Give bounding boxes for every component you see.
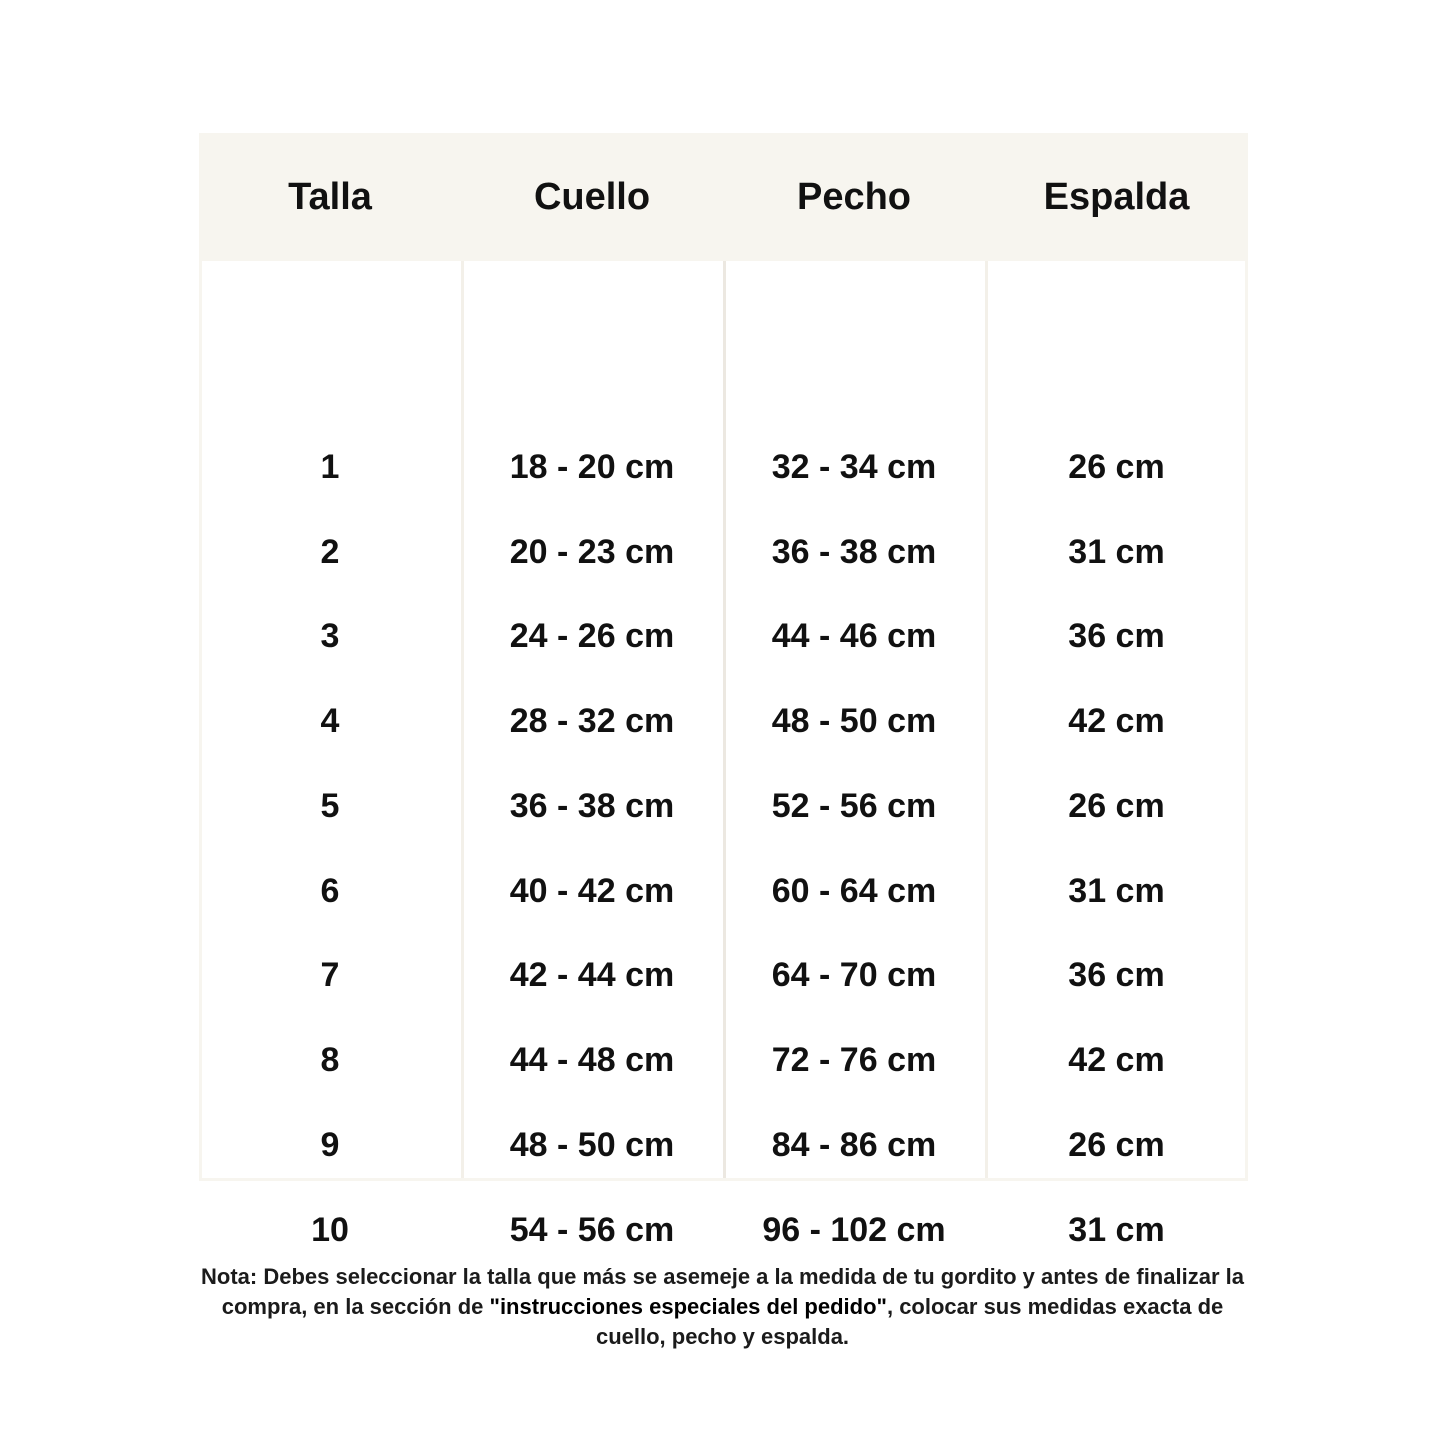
table-row bbox=[199, 510, 1248, 594]
table-row bbox=[199, 764, 1248, 848]
header-talla: Talla bbox=[288, 176, 372, 218]
cell-pecho: 52 - 56 cm bbox=[771, 787, 937, 825]
cell-espalda: 26 cm bbox=[1068, 448, 1165, 486]
cell-espalda: 36 cm bbox=[1068, 956, 1165, 994]
header-cuello: Cuello bbox=[533, 176, 651, 218]
cell-cuello: 24 - 26 cm bbox=[509, 617, 675, 655]
cell-cuello: 48 - 50 cm bbox=[509, 1126, 675, 1164]
cell-talla: 6 bbox=[320, 872, 340, 910]
size-table bbox=[199, 133, 1248, 1249]
cell-talla: 3 bbox=[320, 617, 340, 655]
cell-espalda: 26 cm bbox=[1068, 787, 1165, 825]
header-espalda: Espalda bbox=[1043, 176, 1190, 218]
cell-pecho: 44 - 46 cm bbox=[771, 617, 937, 655]
table-row bbox=[199, 1103, 1248, 1187]
cell-pecho: 96 - 102 cm bbox=[762, 1211, 946, 1249]
table-row bbox=[199, 1188, 1248, 1272]
header-pecho: Pecho bbox=[796, 176, 912, 218]
cell-espalda: 26 cm bbox=[1068, 1126, 1165, 1164]
cell-espalda: 31 cm bbox=[1068, 533, 1165, 571]
cell-espalda: 31 cm bbox=[1068, 1211, 1165, 1249]
note-suffix: , colocar sus medidas exacta de cuello, pecho y espalda. bbox=[595, 1294, 1224, 1349]
table-header bbox=[199, 133, 1248, 261]
table-row bbox=[199, 933, 1248, 1017]
cell-talla: 1 bbox=[320, 448, 340, 486]
cell-pecho: 72 - 76 cm bbox=[771, 1041, 937, 1079]
table-row bbox=[199, 425, 1248, 509]
cell-cuello: 40 - 42 cm bbox=[509, 872, 675, 910]
table-body bbox=[199, 261, 1248, 1249]
table-row bbox=[199, 679, 1248, 763]
cell-cuello: 28 - 32 cm bbox=[509, 702, 675, 740]
cell-cuello: 44 - 48 cm bbox=[509, 1041, 675, 1079]
cell-cuello: 20 - 23 cm bbox=[509, 533, 675, 571]
cell-talla: 5 bbox=[320, 787, 340, 825]
cell-espalda: 42 cm bbox=[1068, 702, 1165, 740]
cell-pecho: 84 - 86 cm bbox=[771, 1126, 937, 1164]
cell-espalda: 31 cm bbox=[1068, 872, 1165, 910]
note-emphasis: "instrucciones especiales del pedido" bbox=[489, 1294, 887, 1319]
cell-pecho: 36 - 38 cm bbox=[771, 533, 937, 571]
table-row bbox=[199, 1018, 1248, 1102]
cell-cuello: 54 - 56 cm bbox=[509, 1211, 675, 1249]
cell-espalda: 42 cm bbox=[1068, 1041, 1165, 1079]
table-row bbox=[199, 594, 1248, 678]
cell-pecho: 32 - 34 cm bbox=[771, 448, 937, 486]
cell-talla: 2 bbox=[320, 533, 340, 571]
cell-espalda: 36 cm bbox=[1068, 617, 1165, 655]
cell-talla: 4 bbox=[320, 702, 340, 740]
cell-pecho: 60 - 64 cm bbox=[771, 872, 937, 910]
cell-talla: 10 bbox=[311, 1211, 349, 1249]
cell-pecho: 48 - 50 cm bbox=[771, 702, 937, 740]
cell-cuello: 18 - 20 cm bbox=[509, 448, 675, 486]
cell-talla: 7 bbox=[320, 956, 340, 994]
cell-cuello: 36 - 38 cm bbox=[509, 787, 675, 825]
cell-cuello: 42 - 44 cm bbox=[509, 956, 675, 994]
cell-talla: 9 bbox=[320, 1126, 340, 1164]
cell-talla: 8 bbox=[320, 1041, 340, 1079]
table-row bbox=[199, 849, 1248, 933]
cell-pecho: 64 - 70 cm bbox=[771, 956, 937, 994]
size-note bbox=[200, 1262, 1245, 1352]
note-prefix: Nota: Debes seleccionar la talla que más se asemeje a la medida de tu gordito y antes de finalizar la compra, en la sección de bbox=[201, 1264, 1244, 1319]
